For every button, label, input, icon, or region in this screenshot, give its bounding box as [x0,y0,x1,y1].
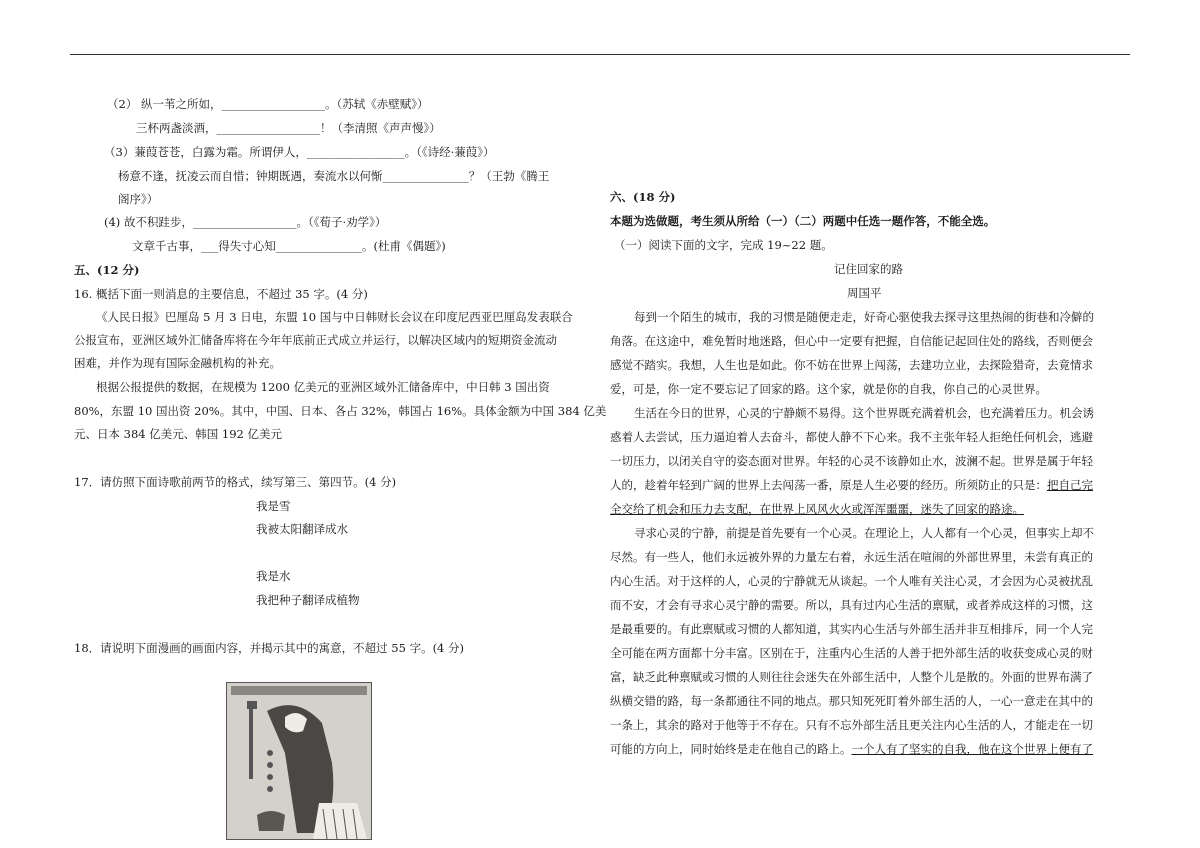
poem-line-1: 我是雪 [256,499,291,513]
news-p1-line1: 《人民日报》巴厘岛 5 月 3 日电，东盟 10 国与中日韩财长会议在印度尼西亚巴厘岛发表联合 [96,310,573,324]
q16-prompt: 16. 概括下面一则消息的主要信息，不超过 35 字。(4 分) [74,287,368,301]
article-line [610,742,1093,756]
article-line: 惑着人去尝试，压力逼迫着人去奋斗，都使人静不下心来。我不主张年轻人拒绝任何机会，逃避 [610,430,1093,444]
reading-instruction: （一）阅读下面的文字，完成 19~22 题。 [614,238,833,252]
cartoon-image [226,682,372,840]
article-line: 一条上，其余的路对于他等于不存在。只有不忘外部生活且更关注内心生活的人，才能走在一切 [610,718,1093,732]
section-5-heading: 五、(12 分) [74,263,140,277]
article-line: 寻求心灵的宁静，前提是首先要有一个心灵。在理论上，人人都有一个心灵，但事实上却不 [634,526,1094,540]
q15-3-line3: 阁序》） [118,192,159,206]
q15-4-line1: (4) 故不积跬步，__________________。（《荀子·劝学》） [104,215,387,229]
article-line: 尽然。有一些人，他们永远被外界的力量左右着，永远生活在喧闹的外部世界里，未尝有真正的 [610,550,1093,564]
header-rule [70,54,1130,55]
article-line: 感觉不踏实。我想，人生也是如此。你不妨在世界上闯荡，去建功立业，去探险猎奇，去竟情求 [610,358,1093,372]
article-line: 一切压力，以闭关自守的姿态面对世界。年轻的心灵不该静如止水，波澜不起。世界是属于年轻 [610,454,1093,468]
article-line [610,478,1093,492]
article-title: 记住回家的路 [834,262,903,276]
news-p2-line1: 根据公报提供的数据，在规模为 1200 亿美元的亚洲区域外汇储备库中，中日韩 3 国出资 [96,380,550,394]
choice-instruction: 本题为选做题，考生须从所给（一）（二）两题中任选一题作答，不能全选。 [610,214,996,228]
article-line: 爱，可是，你一定不要忘记了回家的路。这个家，就是你的自我，你自己的心灵世界。 [610,382,1047,396]
q18-prompt: 18．请说明下面漫画的画面内容，并揭示其中的寓意，不超过 55 字。(4 分) [74,641,465,655]
article-line: 纵横交错的路，每一条都通往不同的地点。那只知死死盯着外部生活的人，一心一意走在其中的 [610,694,1093,708]
q15-4-line2: 文章千古事，___得失寸心知_______________。(杜甫《偶题》) [132,239,446,253]
q15-3-line1: （3）蒹葭苍苍，白露为霜。所谓伊人，_________________。（《诗经·蒹葭》） [104,145,495,159]
underlined-sentence-2: 一个人有了坚实的自我，他在这个世界上便有了 [851,742,1093,756]
article-line: 全可能在两方面都十分丰富。区别在于，注重内心生活的人善于把外部生活的收获变成心灵的财 [610,646,1093,660]
section-6-heading: 六、(18 分) [610,190,676,204]
article-author: 周国平 [847,286,882,300]
underlined-sentence-1a: 把自己完 [1047,478,1093,492]
cartoon-drawing [227,683,371,839]
article-line: 内心生活。对于这样的人，心灵的宁静就无从谈起。一个人唯有关注心灵，才会因为心灵被扰乱 [610,574,1093,588]
q15-3-line2: 杨意不逢，抚凌云而自惜；钟期既遇，奏流水以何惭_______________？（王勃《腾王 [118,169,550,183]
article-text: 人的，趁着年轻到广阔的世界上去闯荡一番，原是人生必要的经历。所须防止的只是： [610,478,1047,492]
news-p2-line2: 80%，东盟 10 国出资 20%。其中，中国、日本、各占 32%，韩国占 16%。具体金额为中国 384 亿美 [74,404,607,418]
article-line: 是最重要的。有此禀赋或习惯的人都知道，其实内心生活与外部生活并非互相排斥，同一个人完 [610,622,1093,636]
underlined-sentence-1b: 全交给了机会和压力去支配，在世界上风风火火或浑浑噩噩，迷失了回家的路途。 [610,502,1024,516]
poem-line-3: 我是水 [256,569,291,583]
q15-2-line1: （2） 纵一苇之所如，__________________。（苏轼《赤壁赋》） [107,97,429,111]
news-p2-line3: 元、日本 384 亿美元、韩国 192 亿美元 [74,427,283,441]
article-line: 富，缺乏此种禀赋或习惯的人则往往会迷失在外部生活中，人整个儿是散的。外面的世界布满了 [610,670,1093,684]
article-line: 每到一个陌生的城市，我的习惯是随便走走，好奇心驱使我去探寻这里热闹的街巷和冷僻的 [634,310,1094,324]
poem-line-2: 我被太阳翻译成水 [256,522,348,536]
news-p1-line3: 困难，并作为现有国际金融机构的补充。 [74,356,281,370]
article-line: 角落。在这途中，难免暂时地迷路，但心中一定要有把握，自信能记起回住处的路线，否则便会 [610,334,1093,348]
article-line: 生活在今日的世界，心灵的宁静颇不易得。这个世界既充满着机会，也充满着压力。机会诱 [634,406,1094,420]
news-p1-line2: 公报宣布，亚洲区域外汇储备库将在今年年底前正式成立并运行，以解决区域内的短期资金流动 [74,333,557,347]
poem-line-4: 我把种子翻译成植物 [256,593,360,607]
q17-prompt: 17．请仿照下面诗歌前两节的格式，续写第三、第四节。(4 分) [74,475,397,489]
q15-2-line2: 三杯两盏淡酒，__________________！（李清照《声声慢》） [136,121,441,135]
article-line: 而不安，才会有寻求心灵宁静的需要。所以，具有过内心生活的禀赋，或者养成这样的习惯，这 [610,598,1093,612]
article-text: 可能的方向上，同时始终是走在他自己的路上。 [610,742,852,756]
